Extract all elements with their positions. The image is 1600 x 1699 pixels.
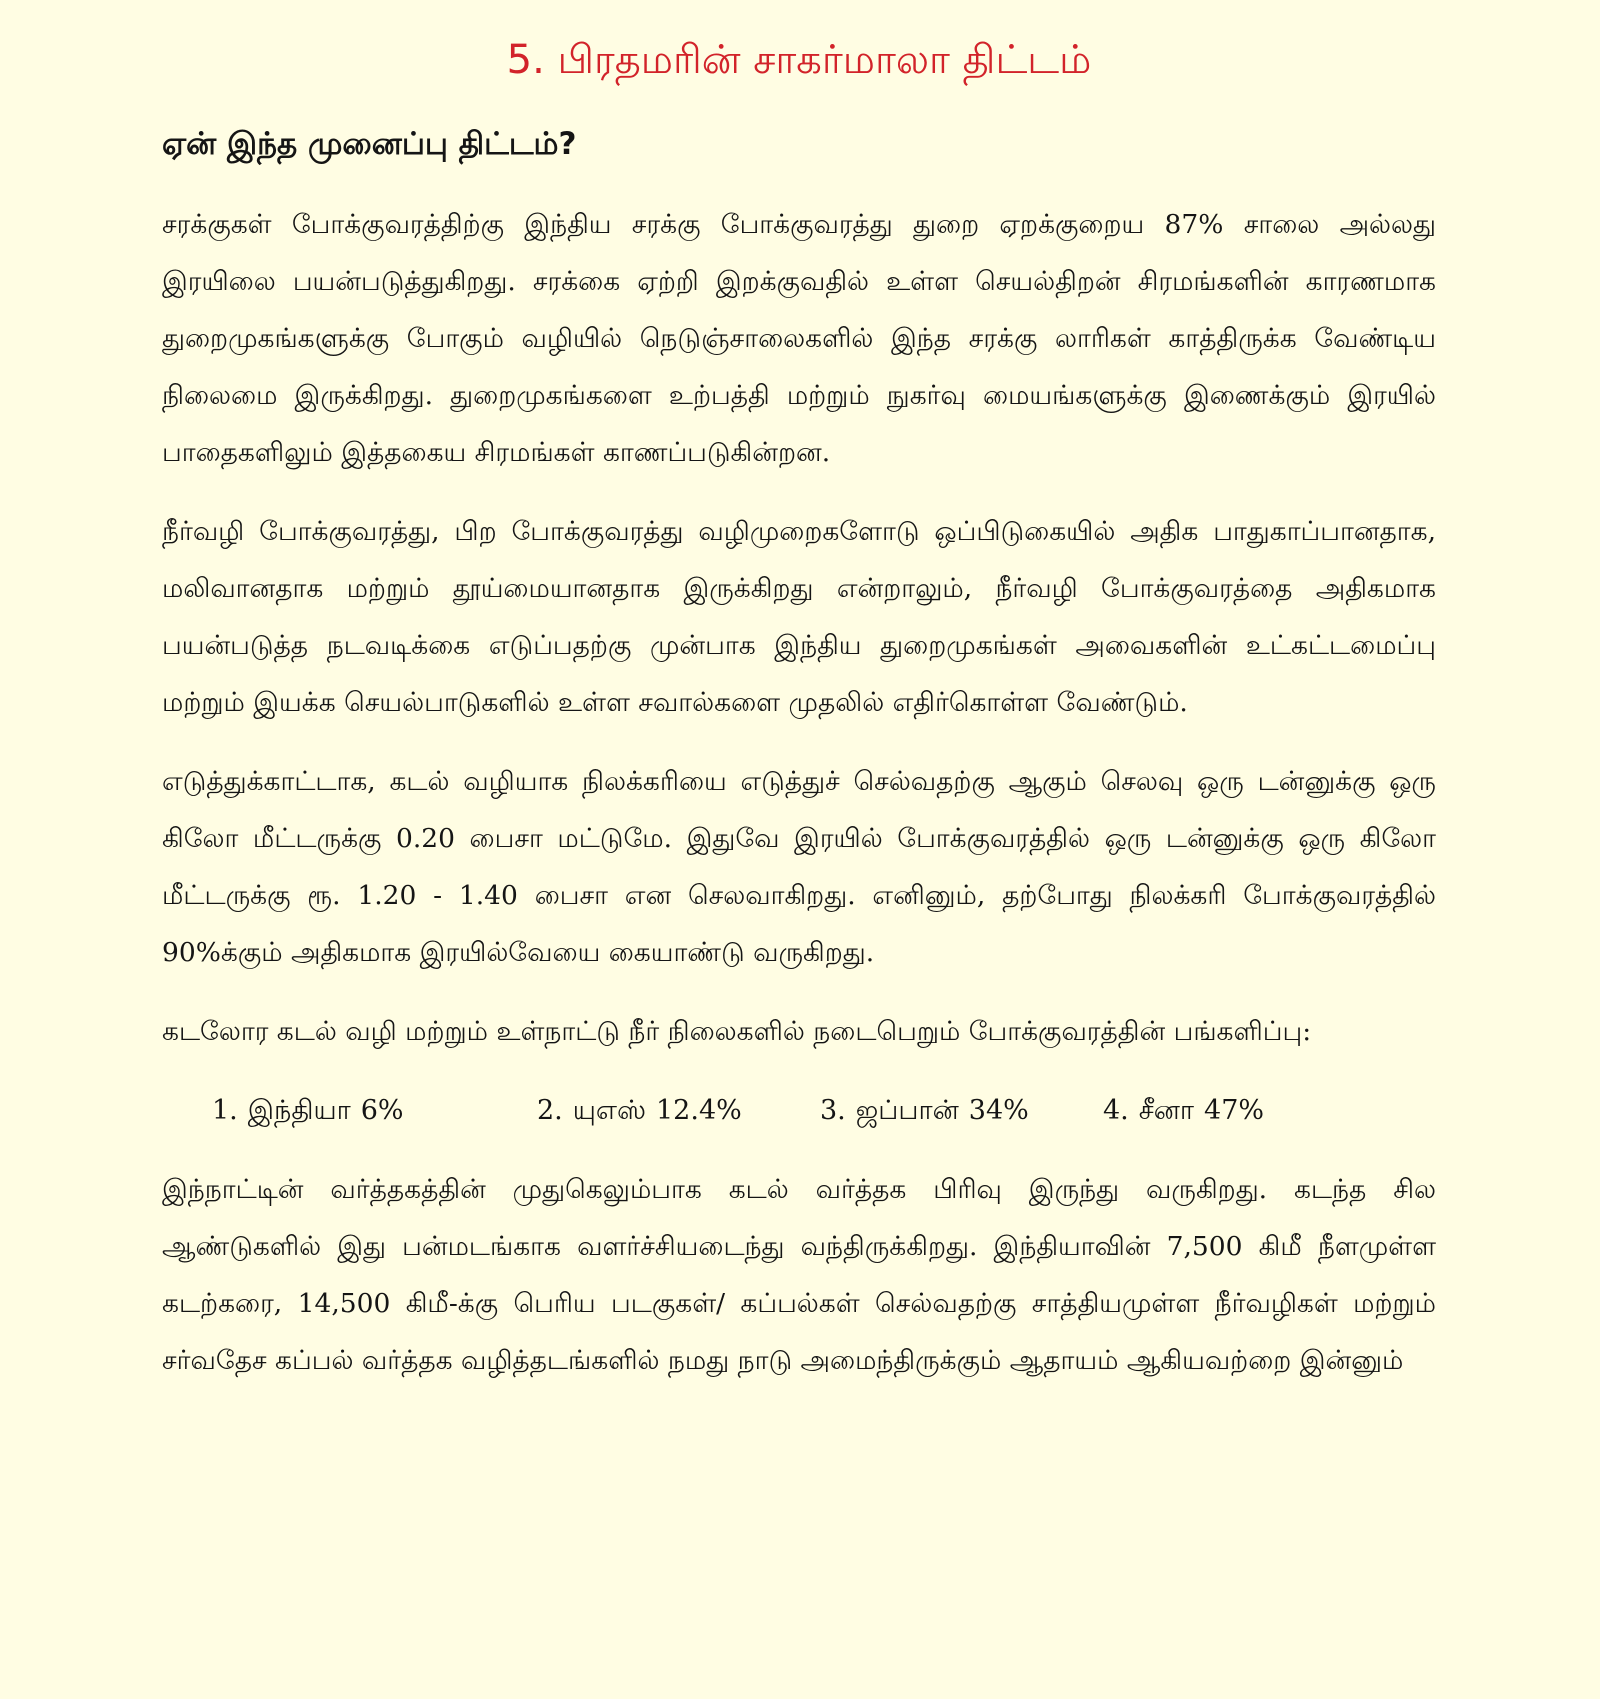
list-item <box>537 1082 820 1139</box>
list-item <box>212 1082 537 1139</box>
list-item-country: இந்தியா <box>247 1095 351 1126</box>
paragraph-maritime-trade: இந்நாட்டின் வர்த்தகத்தின் முதுகெலும்பாக கடல் வர்த்தக பிரிவு இருந்து வருகிறது. கடந்த சில ஆண்டுகளில் இது பன்மடங்காக வளர்ச்சியடைந்து வந்திருக்கிறது. இந்தியாவின் 7,500 கிமீ நீளமுள்ள கடற்கரை, 14,500 கிமீ-க்கு பெரிய படகுகள்/ கப்பல்கள் செல்வதற்கு சாத்தியமுள்ள நீர்வழிகள் மற்றும் சர்வதேச கப்பல் வர்த்தக வழித்தடங்களில் நமது நாடு அமைந்திருக்கும் ஆதாயம் ஆகியவற்றை இன்னும் <box>162 1174 1436 1376</box>
list-item-value: 6% <box>360 1095 404 1126</box>
country-share-list <box>162 1082 1436 1139</box>
paragraph-waterway-challenges: நீர்வழி போக்குவரத்து, பிற போக்குவரத்து வழிமுறைகளோடு ஒப்பிடுகையில் அதிக பாதுகாப்பானதாக, மலிவானதாக மற்றும் தூய்மையானதாக இருக்கிறது என்றாலும், நீர்வழி போக்குவரத்தை அதிகமாக பயன்படுத்த நடவடிக்கை எடுப்பதற்கு முன்பாக இந்திய துறைமுகங்கள் அவைகளின் உட்கட்டமைப்பு மற்றும் இயக்க செயல்பாடுகளில் உள்ள சவால்களை முதலில் எதிர்கொள்ள வேண்டும். <box>162 516 1436 718</box>
chapter-title: 5. பிரதமரின் சாகர்மாலா திட்டம் <box>506 37 1092 83</box>
paragraph-share-intro: கடலோர கடல் வழி மற்றும் உள்நாட்டு நீர் நிலைகளில் நடைபெறும் போக்குவரத்தின் பங்களிப்பு: <box>162 1016 1312 1047</box>
list-item-country: ஜப்பான் <box>855 1095 959 1126</box>
list-item-number: 4. <box>1103 1095 1129 1126</box>
list-item-country: யுஎஸ் <box>572 1095 646 1126</box>
list-item-country: சீனா <box>1138 1095 1195 1126</box>
list-item-value: 12.4% <box>656 1095 742 1126</box>
list-item-number: 2. <box>537 1095 563 1126</box>
list-item-value: 34% <box>968 1095 1029 1126</box>
paragraph-coal-cost-example: எடுத்துக்காட்டாக, கடல் வழியாக நிலக்கரியை எடுத்துச் செல்வதற்கு ஆகும் செலவு ஒரு டன்னுக்கு ஒரு கிலோ மீட்டருக்கு 0.20 பைசா மட்டுமே. இதுவே இரயில் போக்குவரத்தில் ஒரு டன்னுக்கு ஒரு கிலோ மீட்டருக்கு ரூ. 1.20 - 1.40 பைசா என செலவாகிறது. எனினும், தற்போது நிலக்கரி போக்குவரத்தில் 90%க்கும் அதிகமாக இரயில்வேயை கையாண்டு வருகிறது. <box>162 766 1436 968</box>
paragraph-freight-modes: சரக்குகள் போக்குவரத்திற்கு இந்திய சரக்கு போக்குவரத்து துறை ஏறக்குறைய 87% சாலை அல்லது இரயிலை பயன்படுத்துகிறது. சரக்கை ஏற்றி இறக்குவதில் உள்ள செயல்திறன் சிரமங்களின் காரணமாக துறைமுகங்களுக்கு போகும் வழியில் நெடுஞ்சாலைகளில் இந்த சரக்கு லாரிகள் காத்திருக்க வேண்டிய நிலைமை இருக்கிறது. துறைமுகங்களை உற்பத்தி மற்றும் நுகர்வு மையங்களுக்கு இணைக்கும் இரயில் பாதைகளிலும் இத்தகைய சிரமங்கள் காணப்படுகின்றன. <box>162 209 1436 468</box>
list-item <box>820 1082 1103 1139</box>
list-item-value: 47% <box>1204 1095 1265 1126</box>
list-item-number: 3. <box>820 1095 846 1126</box>
list-item <box>1103 1082 1303 1139</box>
section-heading: ஏன் இந்த முனைப்பு திட்டம்? <box>162 126 577 162</box>
list-item-number: 1. <box>212 1095 238 1126</box>
